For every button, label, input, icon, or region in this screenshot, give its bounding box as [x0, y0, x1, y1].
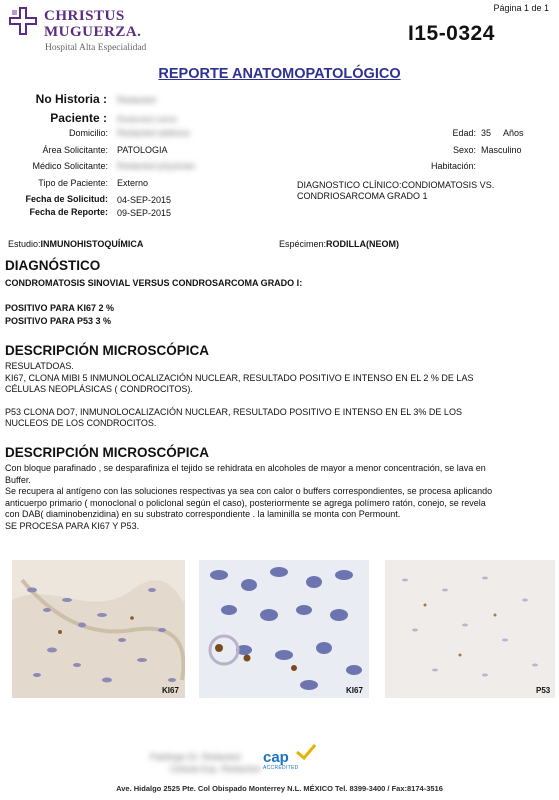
- page-number: Página 1 de 1: [493, 3, 549, 13]
- brand-subtitle: Hospital Alta Especialidad: [45, 43, 147, 53]
- diagnostico-clinico-line1: DIAGNOSTICO CLÍNICO:CONDIOMATOSIS VS.: [297, 180, 495, 190]
- descripcion-2-line5: con DAB( diaminobenzidina) en su substrato correspondiente . la laminilla se monta con Permount.: [5, 509, 401, 519]
- diagnostico-heading: DIAGNÓSTICO: [5, 258, 101, 273]
- edad-unit: Años: [503, 128, 524, 138]
- brand-name-line2: MUGUERZA.: [44, 24, 142, 40]
- especimen-field: [279, 239, 399, 249]
- medico-value: Redacted physician: [117, 161, 196, 171]
- descripcion-heading-2: DESCRIPCIÓN MICROSCÓPICA: [5, 445, 210, 460]
- historia-label: No Historia :: [35, 92, 107, 106]
- estudio-label: Estudio:: [8, 239, 41, 249]
- micrograph-ki67-1: [12, 560, 185, 698]
- estudio-value: INMUNOHISTOQUÍMICA: [40, 239, 144, 249]
- sexo-value: Masculino: [481, 145, 522, 155]
- descripcion-1-line1: RESULATDOAS.: [5, 361, 74, 371]
- micrograph-ki67-1-label: KI67: [162, 686, 179, 695]
- cap-text: cap: [263, 749, 289, 766]
- report-code: I15-0324: [408, 22, 495, 45]
- pathologist-license: Cédula Esp. Redacted: [170, 764, 261, 774]
- descripcion-2-line6: SE PROCESA PARA KI67 Y P53.: [5, 520, 140, 531]
- sexo-label: Sexo:: [452, 145, 476, 155]
- edad-label: Edad:: [452, 128, 476, 138]
- descripcion-2-line1: Con bloque parafinado , se desparafiniza el tejido se rehidrata en alcoholes de mayor a menor concentración, se lava en: [5, 463, 486, 473]
- fecha-reporte-label: Fecha de Reporte:: [29, 207, 108, 217]
- domicilio-value: Redacted address: [117, 128, 191, 138]
- micrograph-p53: [385, 560, 555, 698]
- descripcion-1-line5: NUCLEOS DE LOS CONDROCITOS.: [5, 418, 157, 428]
- pathologist-signature: Patólogo Dr. Redacted: [150, 752, 241, 762]
- estudio-field: [8, 239, 143, 249]
- descripcion-2-body: [5, 463, 557, 532]
- descripcion-2-line2: Buffer.: [5, 474, 31, 485]
- descripcion-1-line3: CÉLULAS NEOPLÁSICAS ( CONDROCITOS).: [5, 384, 193, 394]
- checkmark-icon: [295, 744, 317, 760]
- descripcion-heading-1: DESCRIPCIÓN MICROSCÓPICA: [5, 343, 210, 358]
- paciente-label: Paciente :: [50, 111, 107, 125]
- domicilio-label: Domicilio:: [68, 128, 108, 138]
- descripcion-1-line2: KI67, CLONA MIBI 5 INMUNOLOCALIZACIÓN NUCLEAR, RESULTADO POSITIVO E INTENSO EN EL 2 % DE LAS: [5, 372, 474, 383]
- fecha-solicitud-value: 04-SEP-2015: [117, 195, 172, 205]
- tipo-paciente-label: Tipo de Paciente:: [38, 178, 108, 188]
- positivo-p53: POSITIVO PARA P53 3 %: [5, 316, 112, 326]
- accredited-text: ACCREDITED: [263, 765, 299, 771]
- historia-value: Redacted: [117, 95, 156, 105]
- descripcion-2-line3: Se recupera al antígeno con las soluciones respectivas ya sea con calor o buffers correspondientes, se procesa aplicando: [5, 486, 493, 496]
- footer-address: Ave. Hidalgo 2525 Pte. Col Obispado Monterrey N.L. MÉXICO Tel. 8399-3400 / Fax:8174-3516: [116, 784, 443, 793]
- brand-name-line1: CHRISTUS: [44, 8, 125, 24]
- tipo-paciente-value: Externo: [117, 178, 149, 188]
- micrograph-ki67-2-label: KI67: [346, 686, 363, 695]
- area-label: Área Solicitante:: [42, 145, 108, 155]
- report-title: REPORTE ANATOMOPATOLÓGICO: [158, 66, 401, 82]
- especimen-label: Espécimen:: [279, 239, 327, 249]
- medico-label: Médico Solicitante:: [32, 161, 108, 171]
- positivo-ki67: POSITIVO PARA KI67 2 %: [5, 303, 115, 313]
- area-value: PATOLOGIA: [117, 145, 168, 155]
- christus-cross-logo-icon: [8, 6, 38, 36]
- cap-accredited-logo: [263, 750, 323, 771]
- descripcion-1-body: [5, 361, 555, 430]
- fecha-solicitud-label: Fecha de Solicitud:: [25, 194, 108, 204]
- micrograph-p53-label: P53: [536, 686, 551, 695]
- habitacion-label: Habitación:: [430, 161, 476, 171]
- descripcion-1-line4: P53 CLONA DO7, INMUNOLOCALIZACIÓN NUCLEAR, RESULTADO POSITIVO E INTENSO EN EL 3% DE LOS: [5, 406, 462, 417]
- fecha-reporte-value: 09-SEP-2015: [117, 208, 172, 218]
- paciente-value: Redacted name: [117, 114, 178, 124]
- diagnostico-line: CONDROMATOSIS SINOVIAL VERSUS CONDROSARCOMA GRADO I:: [5, 278, 303, 288]
- micrograph-ki67-2: [199, 560, 369, 698]
- especimen-value: RODILLA(NEOM): [326, 239, 400, 249]
- edad-value: 35: [481, 128, 492, 138]
- descripcion-2-line4: anticuerpo primario ( monoclonal o policlonal según el caso), posteriormente se agrega polímero ratón, conejo, se revela: [5, 497, 486, 508]
- diagnostico-clinico-line2: CONDRIOSARCOMA GRADO 1: [297, 191, 428, 201]
